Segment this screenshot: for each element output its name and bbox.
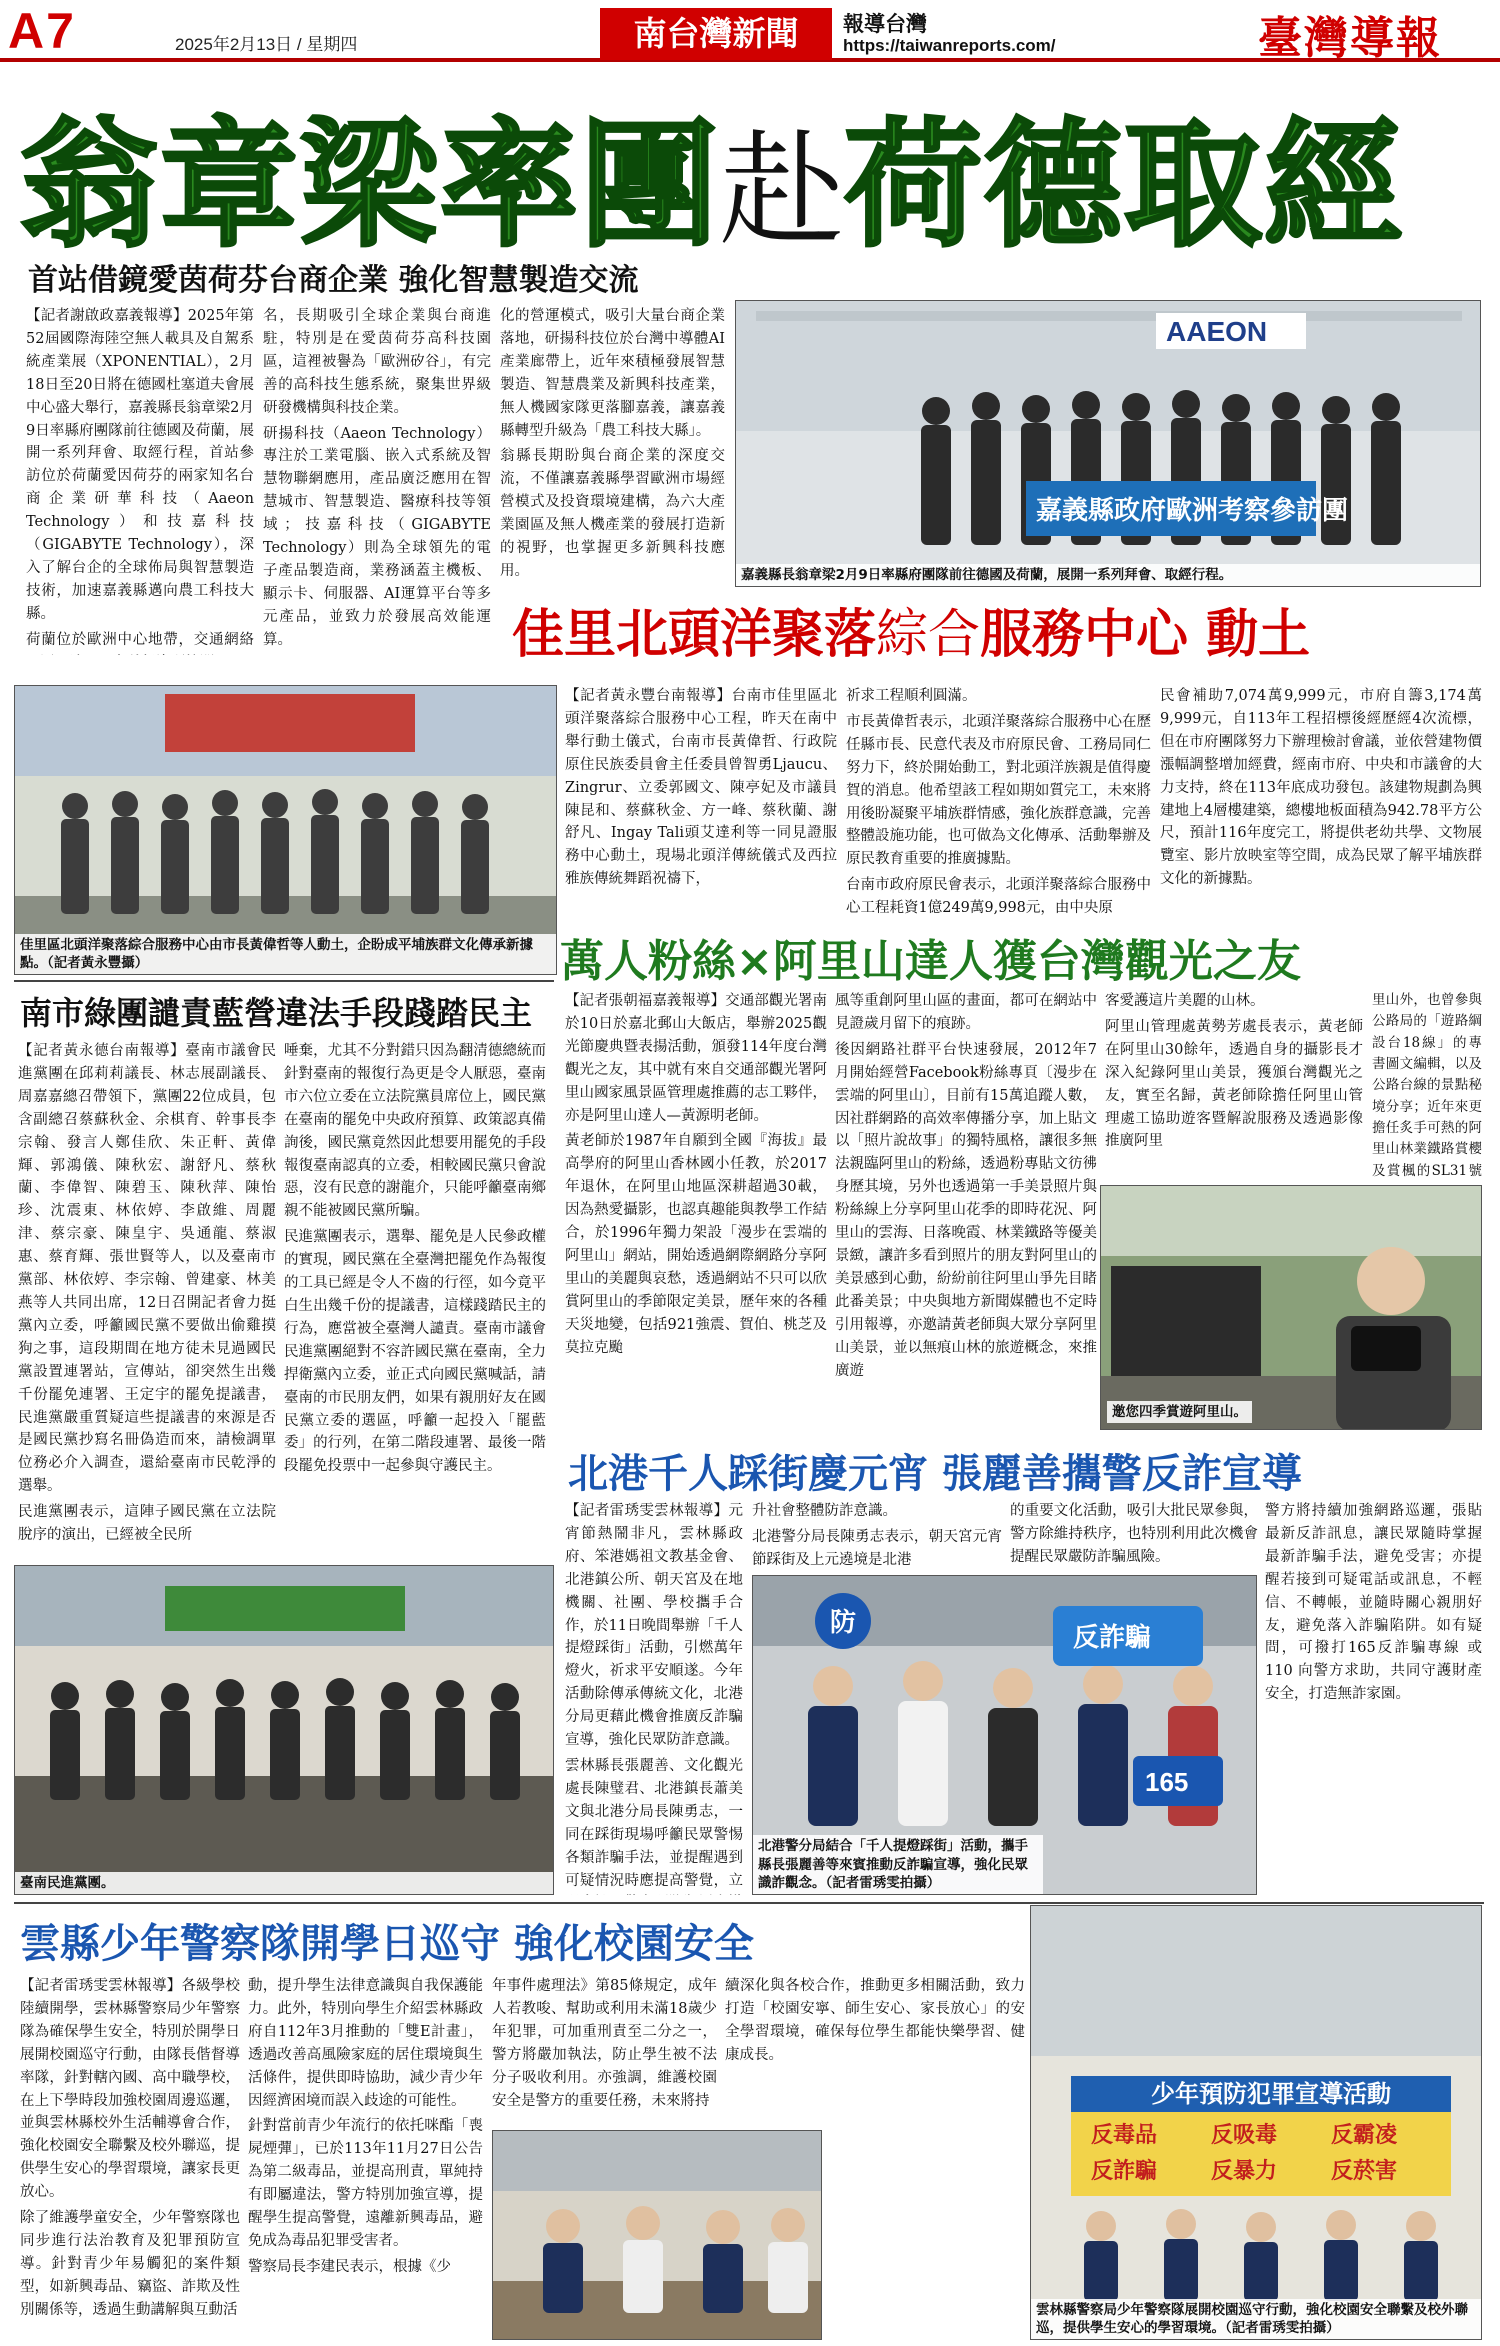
banner-title-text: 少年預防犯罪宣導活動: [1151, 2080, 1391, 2108]
page-number: A7: [8, 3, 76, 59]
lead-text-col2: 名，長期吸引全球企業與台商進駐，特別是在愛茵荷芬高科技園區，這裡被譽為「歐洲矽谷」，有完善的高科技生態系統，聚集世界級研發機構與科技企業。 研揚科技（Aaeon Technology）專注於工業電腦、嵌入式系統及智慧物聯網應用，產品廣泛應用在智慧城市、智慧製造、醫療科技等領域；技嘉科技（GIGABYTE Technology）則為全球領先的電子產品製造商，業務涵蓋主機板、顯示卡、伺服器、AI運算平台等多元產品，並致力於發展高效能運算。: [263, 308, 491, 648]
story4-photo-caption: 邀您四季賞遊阿里山。: [1107, 1401, 1252, 1423]
story2-title-a: 佳里北頭洋聚落: [512, 605, 877, 665]
story6-photo-group-image: [1031, 1906, 1482, 2340]
masthead-logo: 臺灣導報: [1258, 13, 1442, 64]
story6-text-col1: 【記者雷琇雯雲林報導】各級學校陸續開學，雲林縣警察局少年警察隊為確保學生安全，特別於開學日展開校園巡守行動，由隊長偕督導率隊，針對轄內國、高中職學校，在上下學時段加強校園周邊巡邏，並與雲林縣校外生活輔導會合作，強化校園安全聯繫及校外聯巡，提供學生安心的學習環境，讓家長更放心。 除了維護學童安全，少年警察隊也同步進行法治教育及犯罪預防宣導。針對青少年易觸犯的案件類型，如新興毒品、竊盜、詐欺及性別關係等，透過生動講解與互動活: [20, 1978, 240, 2318]
headline-part-c: 荷德取經: [844, 105, 1405, 266]
issue-date: 2025年2月13日 / 星期四: [175, 35, 358, 54]
banner-item-text: 反霸凌: [1331, 2123, 1398, 2148]
story6-text-col3: 年事件處理法》第85條規定，成年人若教唆、幫助或利用未滿18歲少年犯罪，可加重刑責至二分之一，警方將嚴加執法，防止學生被不法分子吸收利用。亦強調，維護校園安全是警方的重要任務，未來將持: [492, 1978, 717, 2109]
story4-photo: [1100, 1185, 1482, 1430]
story3-text-col1: 【記者黃永德台南報導】臺南市議會民進黨團在邱莉莉議長、林志展副議長、周嘉嘉總召帶領下，黨團22位成員，包含副總召蔡蘇秋金、余棋育、幹事長李宗翰、發言人鄭佳欣、朱正軒、黃偉輝、郭鴻儀、陳秋宏、謝舒凡、蔡秋蘭、李偉智、陳碧玉、陳秋萍、陳怡珍、沈震東、林依婷、李啟維、周麗津、蔡宗豪、陳皇宇、吳通龍、蔡淑惠、蔡育輝、張世賢等人，以及臺南市黨部、林依婷、李宗翰、曾建豪、林美燕等人共同出席，12日召開記者會力挺黨內立委，呼籲國民黨不要做出偷雞摸狗之事，這段期間在地方徒未見過國民黨設置連署站，宣傳站，卻突然生出幾千份罷免連署、王定宇的罷免提議書，民進黨嚴重質疑這些提議書的來源是否是國民黨抄寫名冊偽造而來，請檢調單位務必介入調查，還給臺南市民乾淨的選舉。 民進黨團表示，這陣子國民黨在立法院脫序的演出，已經被全民所: [18, 1043, 276, 1544]
story2-text-col2: 祈求工程順利圓滿。 市長黃偉哲表示，北頭洋聚落綜合服務中心在歷任縣市長、民意代表及市府原民會、工務局同仁努力下，終於開始動工，對北頭洋族親是值得慶賀的消息。他希望該工程如期如質完工，未來將用後盼凝聚平埔族群情感，強化族群意識，完善整體設施功能，也可做為文化傳承、活動舉辦及原民教育重要的推廣據點。 台南市政府原民會表示，北頭洋聚落綜合服務中心工程耗資1億249萬9,998元，由中央原: [846, 688, 1151, 917]
story6-text-col2: 動，提升學生法律意識與自我保護能力。此外，特別向學生介紹雲林縣政府自112年3月推動的「雙E計畫」，透過改善高風險家庭的居住環境與生活條件，提供即時協助，減少青少年因經濟困境而誤入歧途的可能性。 針對當前青少年流行的依托咪酯「喪屍煙彈」，已於113年11月27日公告為第二級毒品，並提高刑責，單純持有即屬違法，警方特別加強宣導，提醒學生提高警覺，遠離新興毒品，避免成為毒品犯罪受害者。 警察局長李建民表示，根據《少: [248, 1978, 483, 2275]
lead-photo-image: [736, 301, 1481, 587]
story4-title: 萬人粉絲×阿里山達人獲台灣觀光之友: [560, 936, 1301, 987]
story2-photo-image: [15, 686, 557, 975]
story2-title-c: 服務中心 動土: [980, 605, 1311, 665]
publication-name: 報導台灣: [843, 12, 927, 36]
banner-item-text: 反菸害: [1331, 2159, 1398, 2184]
story2-text-col3: 民會補助7,074萬9,999元，市府自籌3,174萬9,999元，自113年工程招標後經歷經4次流標，但在市府團隊努力下辦理檢討會議，並依營建物價漲幅調整增加經費，經南市府、中央和市議會的大力支持，終在113年底成功發包。該建物規劃為興建地上4層樓建築，總樓地板面積為942.78平方公尺，預計116年度完工，將提供老幼共學、文物展覽室、影片放映室等空間，成為民眾了解平埔族群文化的新據點。: [1160, 688, 1482, 888]
story3-photo-caption: 臺南民進黨團。: [15, 1872, 553, 1894]
story3-text-col2: 唾棄，尤其不分對錯只因為翻清德總統而針對臺南的報復行為更是令人厭惡，臺南市六位立委在立法院黨員席位上，國民黨在臺南的罷免中央政府預算、政策認真備詢後，國民黨竟然因此想要用罷免的手段報復臺南認真的立委，相較國民黨只會說惡，沒有民意的謝龍介，只能呼籲臺南鄉親不能被國民黨所騙。 民進黨團表示，選舉、罷免是人民參政權的實現，國民黨在全臺灣把罷免作為報復的工具已經是令人不齒的行徑，如今竟平白生出幾千份的提議書，這樣踐踏民主的行為，應當被全臺灣人譴責。臺南市議會民進黨團絕對不容許國民黨在臺南，全力捍衛黨內立委，並正式向國民黨喊話，請臺南的市民朋友們，如果有親朋好友在國民黨立委的選區，呼籲一起投入「罷藍委」的行列，在第二階段連署、最後一階段罷免投票中一起參與守護民主。: [284, 1043, 546, 1475]
delegation-banner-text: 嘉義縣政府歐洲考察參訪團: [1036, 496, 1349, 526]
story5-title: 北港千人踩街慶元宵 張麗善攜警反詐宣導: [568, 1451, 1302, 1497]
prevent-sign-text: 防: [830, 1608, 857, 1638]
story5-photo-caption: 北港警分局結合「千人提燈踩街」活動，攜手縣長張麗善等來賓推動反詐騙宣導，強化民眾識詐觀念。（記者雷琇雯拍攝）: [753, 1835, 1043, 1894]
story6-text-col4: 續深化與各校合作，推動更多相關活動，致力打造「校園安寧、師生安心、家長放心」的安全學習環境，確保每位學生都能快樂學習、健康成長。: [725, 1978, 1025, 2063]
section-label: 南台灣新聞: [600, 8, 832, 60]
story4-photo-image: [1101, 1186, 1482, 1430]
story5-text-col4: 警方將持續加強網路巡邏，張貼最新反詐訊息，讓民眾隨時掌握最新詐騙手法，避免受害；亦提醒若接到可疑電話或訊息，不輕信、不轉帳，並隨時關心親朋好友，避免落入詐騙陷阱。如有疑問，可撥打165反詐騙專線 或 110 向警方求助，共同守護財產安全，打造無詐家園。: [1265, 1503, 1482, 1703]
hotline-165-text: 165: [1145, 1767, 1189, 1797]
lead-headline: [20, 75, 1480, 266]
story6-title: 雲縣少年警察隊開學日巡守 強化校園安全: [20, 1921, 754, 1967]
anti-fraud-sign-text: 反詐騙: [1073, 1623, 1152, 1653]
banner-item-text: 反暴力: [1211, 2159, 1278, 2184]
lead-photo-caption: 嘉義縣長翁章梁2月9日率縣府團隊前往德國及荷蘭，展開一系列拜會、取經行程。: [736, 564, 1480, 586]
headline-part-b: 赴: [720, 119, 845, 263]
story2-title-b: 綜合: [876, 605, 981, 665]
story4-text-col1: 【記者張朝福嘉義報導】交通部觀光署南於10日於嘉北郵山大飯店，舉辦2025觀光節慶典暨表揚活動，頒發114年度台灣觀光之友，其中就有來自交通部觀光署阿里山國家風景區管理處推薦的志工夥伴，亦是阿里山達人—黃源明老師。 黃老師於1987年自願到全國『海拔』最高學府的阿里山香林國小任教，於2017年退休，在阿里山地區深耕超過30載，因為熱愛攝影，也認真趣能與教學工作結合，於1996年獨力架設「漫步在雲端的阿里山」網站，開始透過網際網路分享阿里山的美麗與哀愁，透過網站不只可以欣賞阿里山的季節限定美景，歷年來的各種天災地變，包括921強震、賀伯、桃芝及莫拉克颱: [565, 993, 827, 1356]
lead-text-col1: 【記者謝啟政嘉義報導】2025年第52屆國際海陸空無人載具及自駕系統產業展（XPONENTIAL），2月18日至20日將在德國杜塞道夫會展中心盛大舉行，嘉義縣長翁章梁2月9日率縣府團隊前往德國及荷蘭，展開一系列拜會、取經行程，首站參訪位於荷蘭愛因荷芬的兩家知名台商企業研華科技（Aaeon Technology）和技嘉科技（GIGABYTE Technology），深入了解台企的全球佈局與智慧製造技術，加速嘉義縣邁向農工科技大縣。 荷蘭位於歐洲中心地帶，交通網絡: [26, 308, 254, 648]
headline-part-a: 翁章梁率團: [20, 105, 721, 266]
story4-text-col2: 風等重創阿里山區的畫面，都可在網站中見證歲月留下的痕跡。 後因網路社群平台快速發展，2012年7月開始經營Facebook粉絲專頁〔漫步在雲端的阿里山〕，目前有15萬追蹤人數，因社群網路的高效率傳播分享，加上貼文以「照片說故事」的獨特風格，讓很多無法親臨阿里山的粉絲，透過粉專貼文彷彿身歷其境，另外也透過第一手美景照片與粉絲線上分享阿里山花季的即時花況、阿里山的雲海、日落晚霞、林業鐵路等優美景緻，讓許多看到照片的朋友對阿里山的美景感到心動，紛紛前往阿里山爭先目睹此番美景；中央與地方新聞媒體也不定時引用報導，亦邀請黃老師與大眾分享阿里山美景，並以無痕山林的旅遊概念，來推廣遊: [835, 993, 1097, 1379]
story5-text-col2: 升社會整體防詐意識。 北港警分局長陳勇志表示，朝天宮元宵節踩街及上元遶境是北港: [752, 1503, 1002, 1568]
banner-item-text: 反毒品: [1091, 2123, 1158, 2148]
publication-url[interactable]: https://taiwanreports.com/: [843, 36, 1056, 55]
story3-title: 南市綠團譴責藍營違法手段踐踏民主: [20, 994, 533, 1032]
aaeon-logo-text: AAEON: [1166, 316, 1268, 347]
banner-item-text: 反吸毒: [1211, 2123, 1278, 2148]
lead-group-photo: [735, 300, 1481, 587]
divider: [14, 1902, 1484, 1904]
page-header: [0, 0, 1500, 62]
story6-photo-classroom: [492, 2130, 822, 2340]
story5-photo: [752, 1575, 1257, 1895]
story5-text-col1: 【記者雷琇雯雲林報導】元宵節熱鬧非凡，雲林縣政府、笨港媽祖文教基金會、北港鎮公所、朝天宮及在地機關、社團、學校攜手合作，於11日晚間舉辦「千人提燈踩街」活動，引燃萬年燈火，祈求平安順遂。今年活動除傳承傳統文化，北港分局更藉此機會推廣反詐騙宣導，強化民眾防詐意識。 雲林縣長張麗善、文化觀光處長陳璧君、北港鎮長蕭美文與北港分局長陳勇志，一同在踩街現場呼籲民眾警惕各類詐騙手法，並提醒遇到可疑情況時應提高警覺，立: [565, 1503, 743, 1889]
story2-photo: [14, 685, 557, 975]
story5-text-col3: 的重要文化活動，吸引大批民眾參與，警方除維持秩序，也特別利用此次機會提醒民眾嚴防詐騙風險。: [1010, 1503, 1258, 1565]
story4-text-col3: 客愛護這片美麗的山林。 阿里山管理處黃勢芳處長表示，黃老師在阿里山30餘年，透過自身的攝影長才深入紀錄阿里山美景，獲頒台灣觀光之友，實至名歸，黃老師除擔任阿里山管理處工協助遊客暨解說服務及透過影像推廣阿里: [1105, 993, 1363, 1150]
banner-item-text: 反詐騙: [1091, 2159, 1158, 2184]
story3-photo: [14, 1565, 554, 1895]
story6-photo-classroom-image: [493, 2131, 822, 2340]
story4-text-col4: 里山外，也曾參與公路局的「遊路綱設台18線」的專書圖文編輯，以及公路台線的景點秘境分享；近年來更擔任炙手可熱的阿里山林業鐵路賞櫻及賞楓的SL31號: [1372, 992, 1482, 1179]
story2-title: [512, 592, 1310, 667]
story2-text-col1: 【記者黃永豐台南報導】台南市佳里區北頭洋聚落綜合服務中心工程，昨天在南中舉行動土儀式，台南市長黃偉哲、行政院原住民族委員會主任委員曾智勇Ljaucu、Zingrur、立委郭國文、陳亭妃及市議員陳昆和、蔡蘇秋金、方一峰、蔡秋蘭、謝舒凡、Ingay Tali頭艾達利等一同見證服務中心動土，現場北頭洋傳統儀式及西拉雅族傳統舞蹈祝禱下，: [565, 688, 837, 888]
story6-photo-caption: 雲林縣警察局少年警察隊展開校園巡守行動，強化校園安全聯繫及校外聯巡，提供學生安心的學習環境。（記者雷琇雯拍攝）: [1031, 2299, 1481, 2339]
story2-photo-caption: 佳里區北頭洋聚落綜合服務中心由市長黃偉哲等人動土，企盼成平埔族群文化傳承新據點。（記者黃永豐攝）: [15, 934, 556, 974]
story3-photo-image: [15, 1566, 554, 1895]
lead-subheadline: 首站借鏡愛茵荷芬台商企業 強化智慧製造交流: [28, 263, 639, 298]
divider: [14, 980, 554, 982]
story6-photo-group: [1030, 1905, 1482, 2340]
lead-text-col3: 化的營運模式，吸引大量台商企業落地，研揚科技位於台灣中導體AI產業廊帶上，近年來積極發展智慧製造、智慧農業及新興科技產業，無人機國家隊更落腳嘉義，讓嘉義縣轉型升級為「農工科技大縣」。 翁縣長期盼與台商企業的深度交流，不僅讓嘉義縣學習歐洲市場經營模式及投資環境建構，為六大產業園區及無人機產業的發展打造新的視野，也掌握更多新興科技應用。: [500, 308, 725, 579]
